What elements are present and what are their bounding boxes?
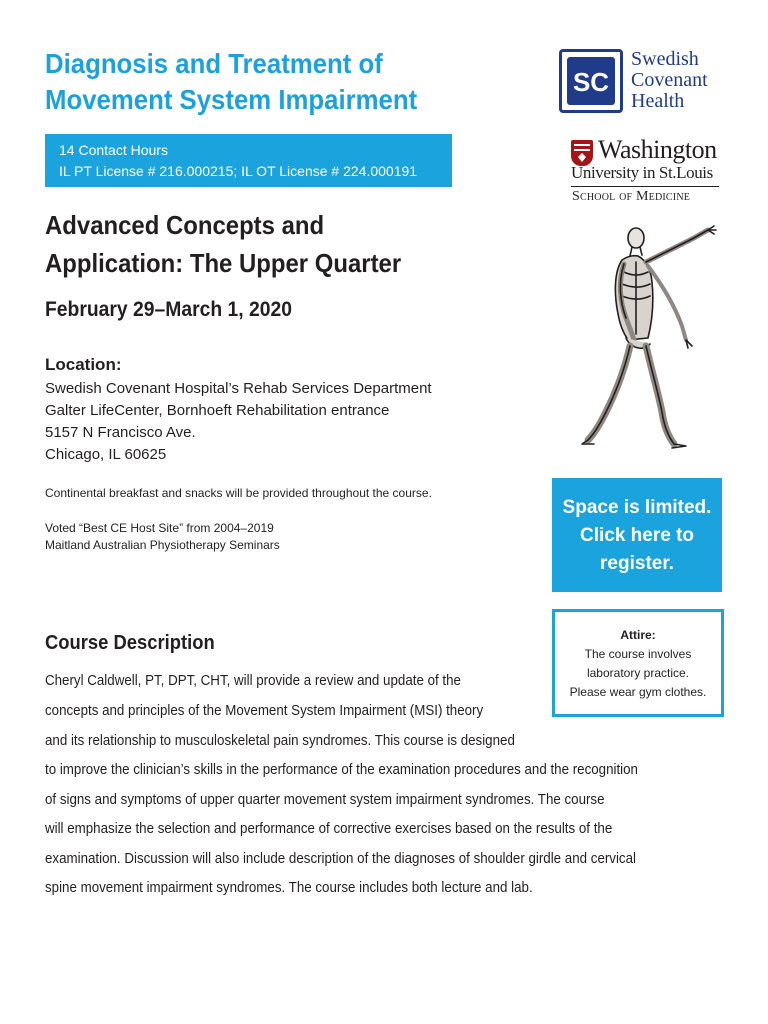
breakfast-note: Continental breakfast and snacks will be provided throughout the course. (45, 486, 432, 500)
voted-line: Voted “Best CE Host Site” from 2004–2019 (45, 521, 274, 535)
wu-school: School of Medicine (572, 189, 691, 204)
register-line: register. (600, 553, 674, 574)
description-line: spine movement impairment syndromes. The course includes both lecture and lab. (45, 880, 533, 896)
attire-line: laboratory practice. (586, 666, 690, 680)
address-line: 5157 N Francisco Ave. (45, 424, 196, 441)
attire-box (552, 609, 724, 717)
register-button[interactable] (552, 478, 722, 592)
description-line: of signs and symptoms of upper quarter movement system impairment syndromes. The course (45, 792, 605, 808)
course-description-heading: Course Description (45, 632, 215, 654)
voted-line: Maitland Australian Physiotherapy Seminars (45, 538, 280, 552)
location-address (45, 378, 432, 466)
course-date: February 29–March 1, 2020 (45, 298, 293, 321)
description-line: concepts and principles of the Movement System Impairment (MSI) theory (45, 703, 484, 719)
attire-label: Attire: (620, 628, 656, 642)
title-line: Movement System Impairment (45, 84, 418, 115)
address-line: Swedish Covenant Hospital’s Rehab Services Department (45, 380, 432, 397)
description-line: will emphasize the selection and performance of corrective exercises based on the results of the (45, 821, 613, 837)
subtitle-line: Advanced Concepts and (45, 210, 325, 240)
location-label: Location: (45, 355, 122, 374)
sch-mark-letters: SC (572, 67, 610, 97)
license-numbers: IL PT License # 216.000215; IL OT License # 224.000191 (59, 163, 418, 179)
attire-line: The course involves (584, 647, 692, 661)
subtitle-line: Application: The Upper Quarter (45, 248, 402, 278)
description-line: Cheryl Caldwell, PT, DPT, CHT, will provide a review and update of the (45, 673, 461, 689)
voted-note (45, 520, 280, 554)
address-line: Chicago, IL 60625 (45, 446, 167, 463)
washington-university-logo (571, 136, 723, 208)
address-line: Galter LifeCenter, Bornhoeft Rehabilitation entrance (45, 402, 390, 419)
description-line: and its relationship to musculoskeletal pain syndromes. This course is designed (45, 733, 515, 749)
description-line: examination. Discussion will also include description of the diagnoses of shoulder girdle and cervical (45, 851, 636, 867)
contact-hours: 14 Contact Hours (59, 142, 168, 158)
description-line: to improve the clinician’s skills in the performance of the examination procedures and the recognition (45, 762, 638, 778)
course-subtitle (45, 206, 477, 282)
register-line: Space is limited. (562, 497, 712, 518)
attire-line: Please wear gym clothes. (569, 685, 707, 699)
sch-name-line: Health (631, 90, 685, 112)
wu-university: University in St.Louis (571, 163, 713, 182)
swedish-covenant-mark-icon (559, 49, 623, 113)
swedish-covenant-health-logo (559, 49, 722, 115)
wu-divider (571, 186, 719, 187)
sch-name-line: Swedish (631, 48, 699, 70)
page-title (45, 46, 487, 118)
anatomical-figure-icon (574, 222, 722, 458)
register-line: Click here to (579, 525, 695, 546)
wu-name: Washington (598, 135, 717, 164)
swedish-covenant-name (631, 49, 708, 112)
contact-hours-box (45, 134, 452, 187)
sch-name-line: Covenant (631, 69, 708, 91)
title-line: Diagnosis and Treatment of (45, 48, 383, 79)
